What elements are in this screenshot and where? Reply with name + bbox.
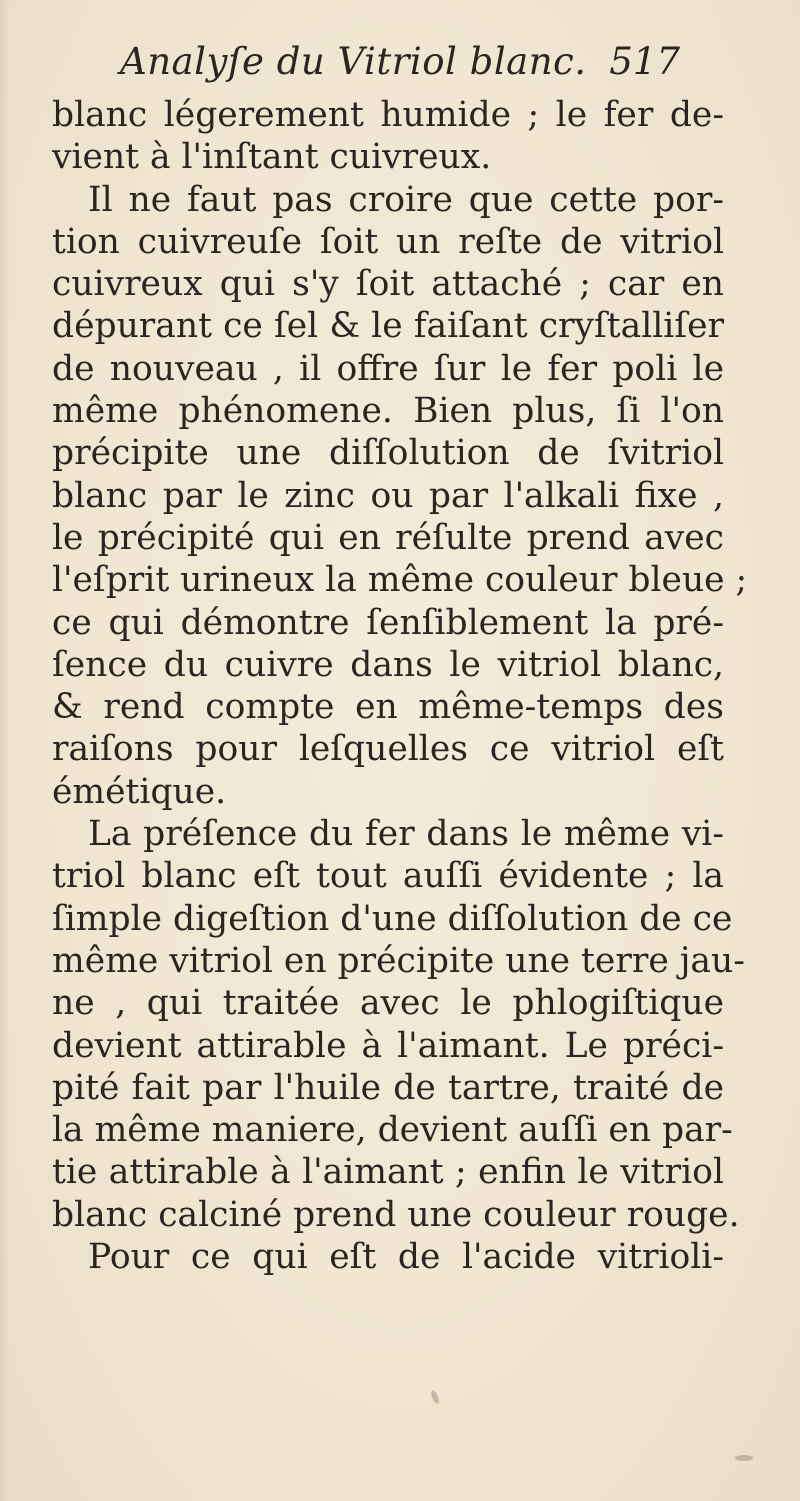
text-line: la même maniere, devient auſſi en par- — [52, 1110, 733, 1151]
text-line: tion cuivreuſe ſoit un reſte de vitriol — [52, 221, 724, 262]
text-line: ne , qui traitée avec le phlogiſtique — [52, 983, 724, 1024]
page-number: 517 — [609, 40, 680, 83]
text-line: blanc légerement humide ; le fer de- — [52, 95, 724, 135]
text-line: même phénomene. Bien plus, ſi l'on — [52, 391, 724, 432]
text-line: Il ne faut pas croire que cette por- — [88, 179, 724, 220]
text-line: vient à l'inſtant cuivreux. — [52, 137, 492, 178]
ink-mark — [430, 1389, 440, 1404]
text-line: Pour ce qui eſt de l'acide vitrioli- — [88, 1237, 724, 1278]
text-line: précipite une diſſolution de ſvitriol — [52, 433, 724, 474]
text-line: devient attirable à l'aimant. Le préci- — [52, 1025, 724, 1066]
text-line: l'eſprit urineux la même couleur bleue ; — [52, 560, 748, 601]
text-line: dépurant ce ſel & le faiſant cryſtalliſer — [52, 306, 724, 347]
text-line: blanc calciné prend une couleur rouge. — [52, 1194, 740, 1235]
running-title: Analyſe du Vitriol blanc. — [120, 40, 587, 83]
body-text — [52, 94, 748, 1278]
text-line: cuivreux qui s'y ſoit attaché ; car en — [52, 264, 724, 305]
text-line: ſimple digeſtion d'une diſſolution de ce — [52, 898, 733, 939]
text-line: pité fait par l'huile de tartre, traité de — [52, 1067, 724, 1108]
text-line: ſence du cuivre dans le vitriol blanc, — [52, 644, 724, 685]
text-line: même vitriol en précipite une terre jau- — [52, 940, 745, 981]
text-line: blanc par le zinc ou par l'alkali fixe , — [52, 475, 724, 516]
text-line: ce qui démontre ſenſiblement la pré- — [52, 602, 724, 643]
ink-mark — [735, 1455, 753, 1461]
text-line: le précipité qui en réſulte prend avec — [52, 517, 724, 558]
text-line: de nouveau , il offre ſur le fer poli le — [52, 348, 724, 389]
page-edge-shadow — [0, 0, 10, 1501]
text-line: triol blanc eſt tout auſſi évidente ; la — [52, 856, 724, 897]
text-line: & rend compte en même-temps des — [52, 687, 724, 728]
text-line: émétique. — [52, 771, 227, 812]
text-line: tie attirable à l'aimant ; enfin le vitriol — [52, 1152, 724, 1193]
text-line: raiſons pour leſquelles ce vitriol eſt — [52, 729, 724, 770]
text-line: La préſence du fer dans le même vi- — [88, 814, 724, 855]
page-header — [120, 40, 680, 90]
